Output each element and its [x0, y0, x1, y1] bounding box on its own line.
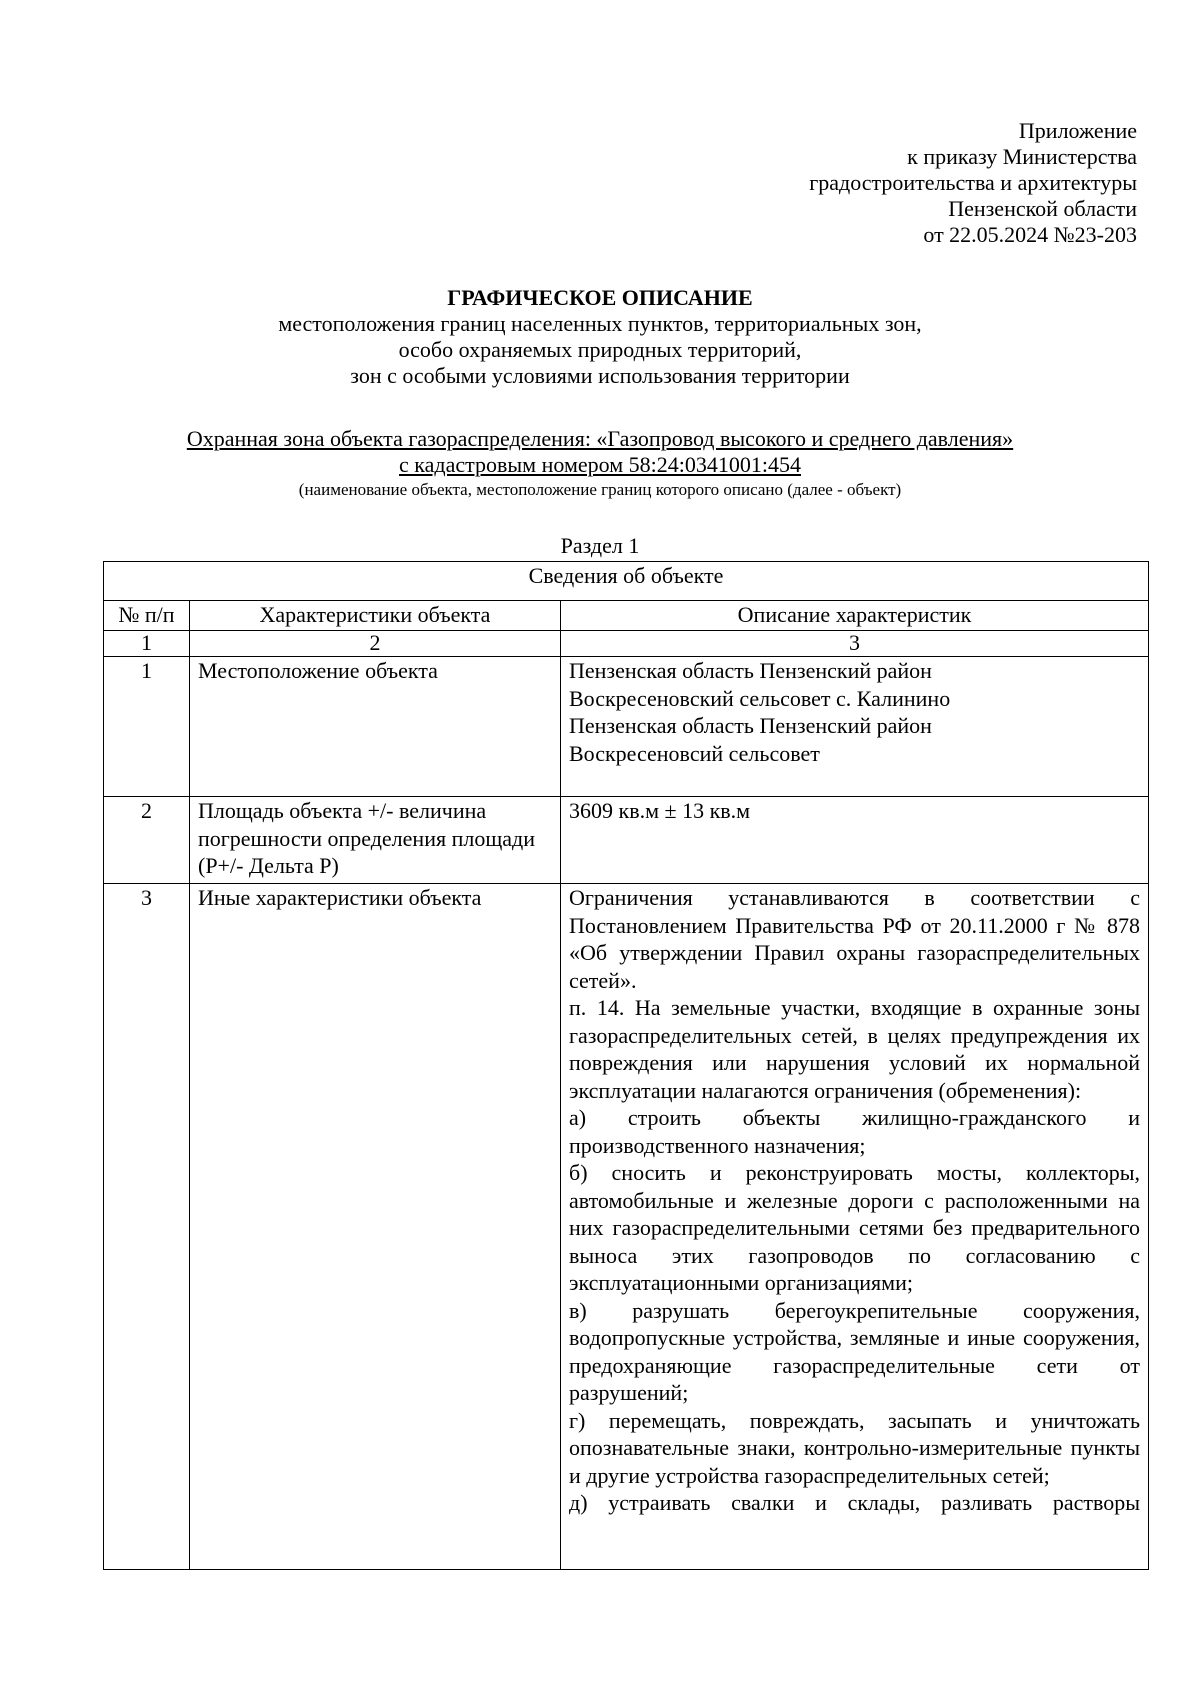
appendix-date: от 22.05.2024 №23-203 — [923, 222, 1137, 247]
appendix-block — [809, 118, 1137, 248]
column-number: 2 — [190, 631, 561, 657]
restriction-paragraph: б) сносить и реконструировать мосты, коллекторы, автомобильные и железные дороги с расположенными на них газораспределительными сетями без предварительного выноса этих газопроводов по согласованию с эксплуатационными организациями; — [569, 1160, 1141, 1295]
row-number: 2 — [104, 797, 190, 884]
appendix-line: градостроительства и архитектуры — [809, 170, 1137, 195]
object-cadastral-number: с кадастровым номером 58:24:0341001:454 — [399, 452, 801, 477]
location-line: Воскресеновский сельсовет с. Калинино — [569, 685, 951, 711]
table-row — [104, 657, 1149, 797]
location-line: Пензенская область Пензенский район — [569, 658, 932, 683]
appendix-line: Пензенской области — [948, 196, 1137, 221]
row-description — [561, 884, 1149, 1570]
object-name-block — [0, 426, 1200, 502]
row-characteristic: Местоположение объекта — [190, 657, 561, 797]
table-header: Сведения об объекте — [104, 562, 1149, 601]
table-columns-row — [104, 601, 1149, 631]
column-number: 3 — [561, 631, 1149, 657]
table-row — [104, 884, 1149, 1570]
column-number: 1 — [104, 631, 190, 657]
restriction-paragraph: а) строить объекты жилищно-гражданского и производственного назначения; — [569, 1105, 1141, 1158]
title-subline: зон с особыми условиями использования территории — [350, 363, 850, 388]
section-label: Раздел 1 — [560, 533, 640, 558]
restriction-paragraph: Ограничения устанавливаются в соответствии с Постановлением Правительства РФ от 20.11.2000 г № 878 «Об утверждении Правил охраны газораспределительных сетей». — [569, 885, 1141, 993]
row-description — [561, 657, 1149, 797]
title-subline: особо охраняемых природных территорий, — [398, 337, 802, 362]
column-header: № п/п — [104, 601, 190, 631]
column-header: Описание характеристик — [561, 601, 1149, 631]
table-column-numbers-row — [104, 631, 1149, 657]
row-characteristic: Иные характеристики объекта — [190, 884, 561, 1570]
object-info-table — [103, 561, 1149, 1570]
appendix-line: Приложение — [1018, 118, 1137, 143]
title-subline: местоположения границ населенных пунктов, территориальных зон, — [278, 311, 922, 336]
restriction-paragraph: в) разрушать берегоукрепительные сооружения, водопропускные устройства, земляные и иные сооружения, предохраняющие газораспределительные сети от разрушений; — [569, 1297, 1141, 1405]
table-row — [104, 797, 1149, 884]
row-number: 3 — [104, 884, 190, 1570]
table-header-row — [104, 562, 1149, 601]
document-title-block — [0, 285, 1200, 389]
row-number: 1 — [104, 657, 190, 797]
document-title: ГРАФИЧЕСКОЕ ОПИСАНИЕ — [447, 285, 753, 310]
restriction-paragraph: п. 14. На земельные участки, входящие в охранные зоны газораспределительных сетей, в целях предупреждения их повреждения или нарушения условий их нормальной эксплуатации налагаются ограничения (обременения): — [569, 995, 1141, 1103]
appendix-line: к приказу Министерства — [907, 144, 1137, 169]
location-line: Воскресеновсий сельсовет — [569, 740, 820, 766]
location-line: Пензенская область Пензенский район — [569, 713, 932, 738]
column-header: Характеристики объекта — [190, 601, 561, 631]
row-description: 3609 кв.м ± 13 кв.м — [561, 797, 1149, 884]
row-characteristic: Площадь объекта +/- величина погрешности определения площади (Р+/- Дельта Р) — [190, 797, 561, 884]
restriction-paragraph: г) перемещать, повреждать, засыпать и уничтожать опознавательные знаки, контрольно-измерительные пункты и другие устройства газораспределительных сетей; — [569, 1407, 1141, 1488]
object-name: Охранная зона объекта газораспределения: «Газопровод высокого и среднего давления» — [186, 426, 1014, 451]
object-caption: (наименование объекта, местоположение границ которого описано (далее - объект) — [298, 480, 902, 499]
restriction-paragraph: д) устраивать свалки и склады, разливать растворы — [569, 1490, 1141, 1515]
